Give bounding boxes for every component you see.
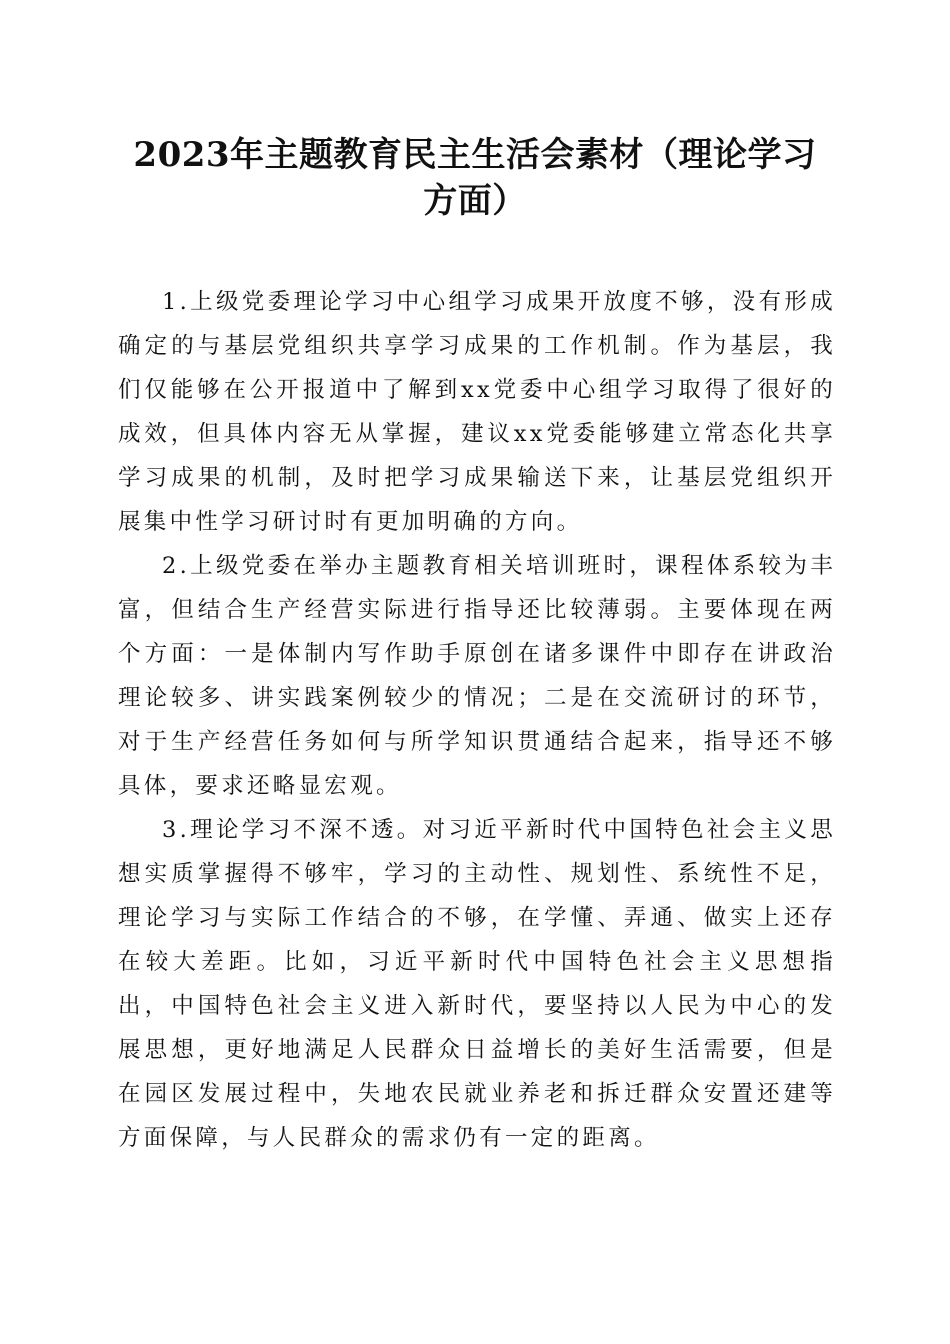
paragraph-2: 2.上级党委在举办主题教育相关培训班时，课程体系较为丰富，但结合生产经营实际进行指导还比较薄弱。主要体现在两个方面：一是体制内写作助手原创在诸多课件中即存在讲政治理论较多、讲实践案例较少的情况；二是在交流研讨的环节，对于生产经营任务如何与所学知识贯通结合起来，指导还不够具体，要求还略显宏观。	[118, 553, 836, 799]
document-body	[118, 280, 836, 1160]
document-title: 2023年主题教育民主生活会素材（理论学习方面）	[133, 135, 817, 221]
paragraph-1: 1.上级党委理论学习中心组学习成果开放度不够，没有形成确定的与基层党组织共享学习成果的工作机制。作为基层，我们仅能够在公开报道中了解到xx党委中心组学习取得了很好的成效，但具体内容无从掌握，建议xx党委能够建立常态化共享学习成果的机制，及时把学习成果输送下来，让基层党组织开展集中性学习研讨时有更加明确的方向。	[118, 289, 836, 535]
paragraph-3: 3.理论学习不深不透。对习近平新时代中国特色社会主义思想实质掌握得不够牢，学习的主动性、规划性、系统性不足，理论学习与实际工作结合的不够，在学懂、弄通、做实上还存在较大差距。比如，习近平新时代中国特色社会主义思想指出，中国特色社会主义进入新时代，要坚持以人民为中心的发展思想，更好地满足人民群众日益增长的美好生活需要，但是在园区发展过程中，失地农民就业养老和拆迁群众安置还建等方面保障，与人民群众的需求仍有一定的距离。	[118, 817, 836, 1151]
